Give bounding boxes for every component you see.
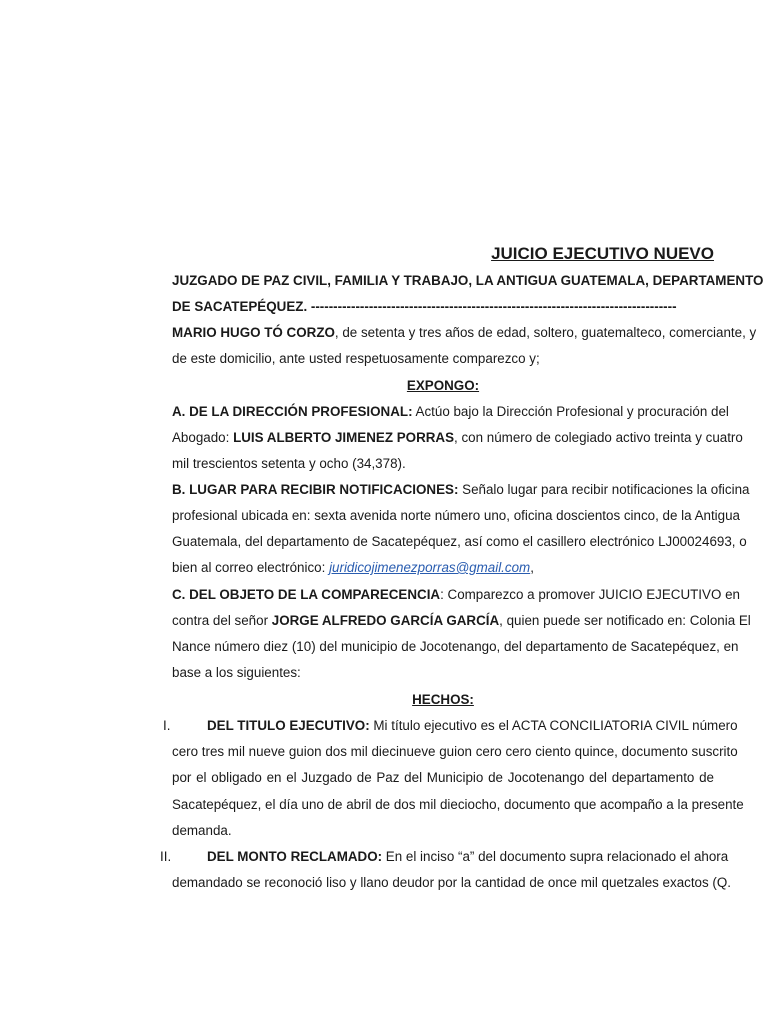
fact-1-line-4: Sacatepéquez, el día uno de abril de dos mil dieciocho, documento que acompaño a la presente: [172, 797, 744, 812]
email-link[interactable]: juridicojimenezporras@gmail.com: [329, 560, 531, 575]
intro-line-1-text: , de setenta y tres años de edad, soltero, guatemalteco, comerciante, y: [334, 325, 757, 340]
expongo-heading: EXPONGO:: [406, 378, 480, 393]
section-b-line-3: Guatemala, del departamento de Sacatepéquez, así como el casillero electrónico LJ00024693, o: [172, 534, 747, 549]
plaintiff-name: MARIO HUGO TÓ CORZO: [172, 325, 335, 340]
section-a-line-2: [172, 428, 743, 448]
section-b-line-4: [172, 558, 714, 578]
fact-1-line-5: demanda.: [172, 823, 232, 838]
section-b-line-4-pre: bien al correo electrónico:: [172, 560, 330, 575]
fact-1-numeral: I.: [163, 718, 171, 733]
section-c-line-2-text: , quien puede ser notificado en: Colonia El: [499, 613, 751, 628]
section-a-line-1: [172, 402, 729, 422]
section-c-line-2-pre: contra del señor: [172, 613, 272, 628]
section-c-label: C. DEL OBJETO DE LA COMPARECENCIA: [172, 587, 441, 602]
lawyer-name: LUIS ALBERTO JIMENEZ PORRAS: [233, 430, 455, 445]
section-c-line-1: [172, 585, 740, 605]
hechos-heading: HECHOS:: [412, 692, 474, 707]
section-c-line-1-text: : Comparezco a promover JUICIO EJECUTIVO en: [440, 587, 740, 602]
section-b-label: B. LUGAR PARA RECIBIR NOTIFICACIONES:: [172, 482, 459, 497]
fact-1-line-2: cero tres mil nueve guion dos mil diecinueve guion cero cero ciento quince, documento suscrito: [172, 744, 738, 759]
section-a-line-2-pre: Abogado:: [172, 430, 234, 445]
section-c-line-4: base a los siguientes:: [172, 665, 301, 680]
fact-1-line-1: [207, 716, 738, 736]
defendant-name: JORGE ALFREDO GARCÍA GARCÍA: [271, 613, 500, 628]
intro-line-1: [172, 323, 757, 343]
section-b-line-4-post: ,: [530, 560, 534, 575]
section-b-line-1-text: Señalo lugar para recibir notificaciones la oficina: [458, 482, 750, 497]
fact-2-line-1-text: En el inciso “a” del documento supra relacionado el ahora: [382, 849, 729, 864]
fact-1-label: DEL TITULO EJECUTIVO:: [207, 718, 370, 733]
fact-2-numeral: II.: [160, 849, 172, 864]
intro-line-2: de este domicilio, ante usted respetuosamente comparezco y;: [172, 351, 540, 366]
court-line-2: DE SACATEPÉQUEZ. ----------------------------------------------------------------------------------: [172, 299, 677, 314]
section-c-line-2: [172, 611, 751, 631]
fact-1-line-3: por el obligado en el Juzgado de Paz del Municipio de Jocotenango del departamento de: [172, 770, 714, 785]
section-b-line-1: [172, 480, 750, 500]
section-a-label: A. DE LA DIRECCIÓN PROFESIONAL:: [172, 404, 413, 419]
fact-1-line-1-text: Mi título ejecutivo es el ACTA CONCILIATORIA CIVIL número: [369, 718, 738, 733]
court-line-1: JUZGADO DE PAZ CIVIL, FAMILIA Y TRABAJO, LA ANTIGUA GUATEMALA, DEPARTAMENTO: [172, 273, 764, 288]
section-a-line-2-text: , con número de colegiado activo treinta y cuatro: [454, 430, 743, 445]
section-a-line-3: mil trescientos setenta y ocho (34,378).: [172, 456, 406, 471]
section-b-line-2: profesional ubicada en: sexta avenida norte número uno, oficina doscientos cinco, de la Antigua: [172, 508, 740, 523]
section-a-line-1-text: Actúo bajo la Dirección Profesional y procuración del: [412, 404, 729, 419]
fact-2-line-2: demandado se reconoció liso y llano deudor por la cantidad de once mil quetzales exactos (Q.: [172, 875, 732, 890]
document-title: JUICIO EJECUTIVO NUEVO: [491, 244, 714, 263]
fact-2-label: DEL MONTO RECLAMADO:: [207, 849, 383, 864]
fact-2-line-1: [207, 847, 729, 867]
section-c-line-3: Nance número diez (10) del municipio de Jocotenango, del departamento de Sacatepéquez, en: [172, 639, 739, 654]
